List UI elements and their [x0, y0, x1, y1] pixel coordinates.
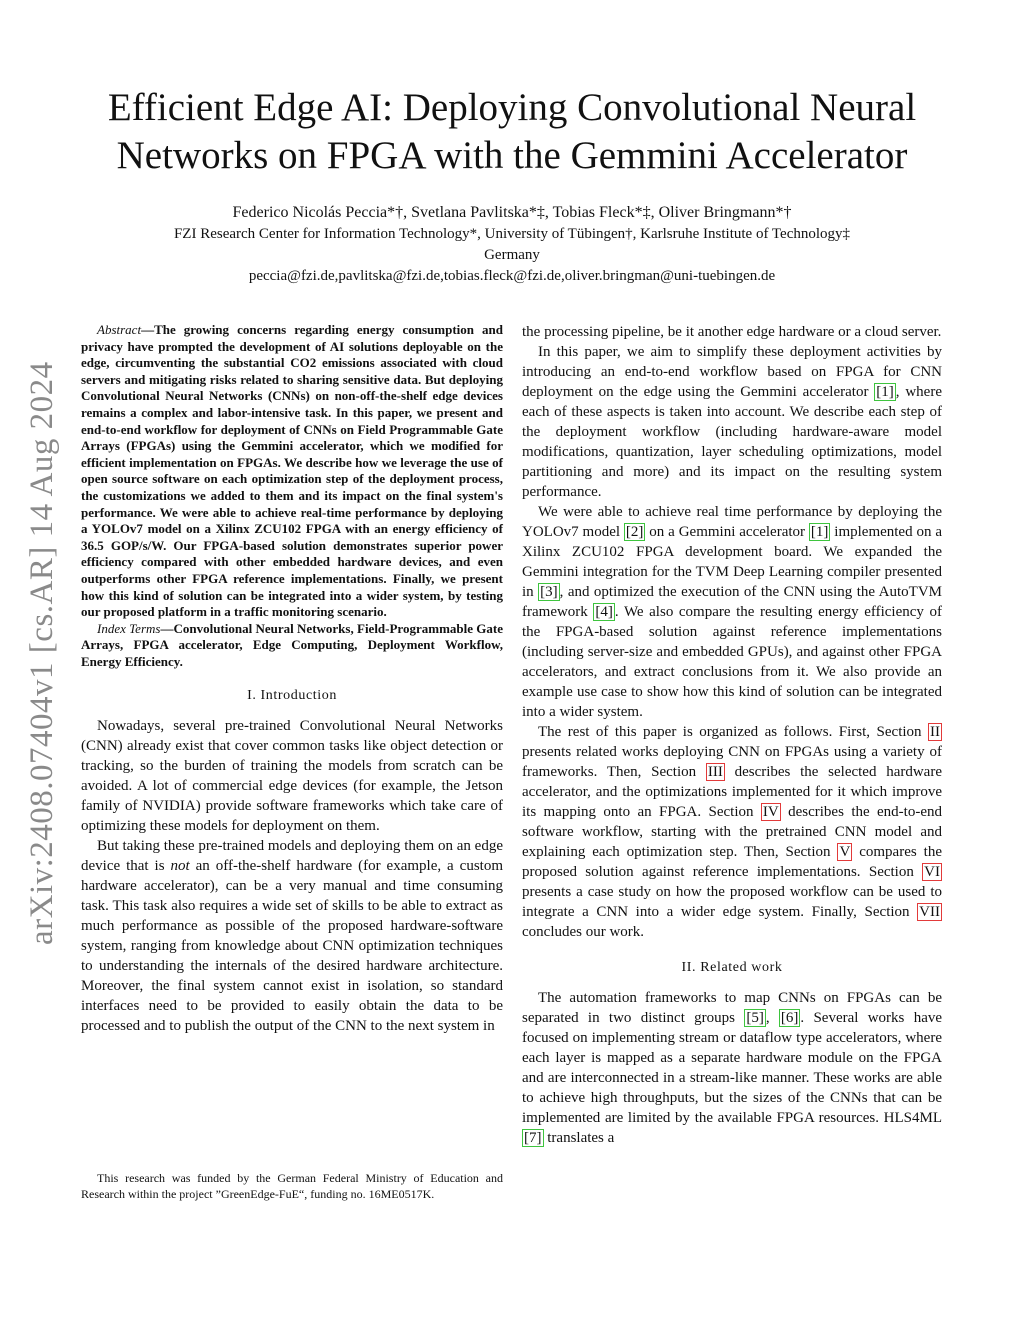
citation-link[interactable]: [4]: [595, 604, 613, 620]
index-terms-text: —Convolutional Neural Networks, Field-Programmable Gate Arrays, FPGA accelerator, Edge Computing, Deployment Workflow, Energy Efficiency.: [81, 620, 503, 669]
index-terms-label: Index Terms: [97, 620, 161, 636]
related-work-paragraph-1: The automation frameworks to map CNNs on FPGAs can be separated in two distinct groups [5] , [6] . Several works have focused on implementing stream or dataflow type accelerators, where each layer is mapped as a separate hardware module on the FPGA and are interconnected in a stream-like manner. These works are able to achieve high throughputs, but the sizes of the CNNs that can be implemented are limited by the available FPGA resources. HLS4ML [7] translates a: [522, 990, 943, 1146]
citation-link[interactable]: [2]: [625, 524, 644, 540]
abstract: [81, 322, 503, 670]
funding-footnote: This research was funded by the German Federal Ministry of Education and Research within the project ”GreenEdge-FuE“, funding no. 16ME0517K.: [81, 1171, 503, 1201]
section-link[interactable]: V: [839, 844, 851, 860]
citation-link[interactable]: [1]: [876, 384, 894, 400]
country: Germany: [484, 247, 540, 263]
intro-paragraph-1: Nowadays, several pre-trained Convolutional Neural Networks (CNN) already exist that cover common tasks like object detection or tracking, so the burden of training the models from scratch can be avoided. A lot of commercial edge devices (for example, the Jetson family of NVIDIA) provide software frameworks which take care of optimizing these models for deployment on them.: [81, 718, 503, 835]
section-link[interactable]: IV: [762, 804, 779, 820]
right-column: [522, 322, 942, 1148]
introduction-body: [81, 716, 503, 1036]
section-link[interactable]: II: [930, 724, 940, 740]
title-line-2: Networks on FPGA with the Gemmini Accelerator: [116, 134, 908, 177]
section-link[interactable]: VI: [924, 864, 940, 880]
affiliations: FZI Research Center for Information Technology*, University of Tübingen†, Karlsruhe Institute of Technology‡: [173, 226, 851, 242]
left-column: [81, 322, 503, 1036]
section-heading-related-work: II. Related work: [681, 960, 783, 975]
author-list: Federico Nicolás Peccia*†, Svetlana Pavlitska*‡, Tobias Fleck*‡, Oliver Bringmann*†: [232, 204, 792, 221]
intro-paragraph-3: In this paper, we aim to simplify these deployment activities by introducing an end-to-end workflow based on FPGA for CNN deployment on the edge using the Gemmini accelerator [1] , where each of these aspects is taken into account. We describe each step of the deployment workflow (including hardware-aware model modifications, quantization, layer scheduling optimizations, model partitioning and more) and its impact on the resulting system performance.: [522, 344, 942, 500]
emphasis-not: not: [170, 858, 190, 875]
paper-title: [60, 84, 964, 180]
intro-paragraph-2-continued: the processing pipeline, be it another edge hardware or a cloud server.: [522, 324, 942, 340]
citation-link[interactable]: [7]: [524, 1130, 542, 1146]
abstract-label: Abstract: [97, 322, 142, 337]
citation-link[interactable]: [1]: [810, 524, 829, 540]
section-link[interactable]: VII: [919, 904, 940, 920]
intro-paragraph-5: The rest of this paper is organized as follows. First, Section II presents related works deploying CNN on FPGAs using a variety of frameworks. Then, Section III describes the selected hardware accelerator, and the optimizations implemented for it which improve its mapping onto an FPGA. Section IV describes the end-to-end software workflow, starting with the pretrained CNN model and explaining each optimization step. Then, Section V compares the proposed solution against reference implementations. Section VI presents a case study on how the proposed workflow can be used to integrate a CNN into a wider edge system. Finally, Section VII concludes our work.: [522, 724, 942, 940]
citation-link[interactable]: [3]: [540, 584, 558, 600]
section-heading-introduction: I. Introduction: [247, 688, 337, 704]
abstract-text: —The growing concerns regarding energy consumption and privacy have prompted the development of AI solutions deployable on the edge, circumventing the substantial CO2 emissions associated with cloud servers and mitigating risks related to sharing sensitive data. But deploying Convolutional Neural Networks (CNNs) on non-off-the-shelf edge devices remains a complex and labor-intensive task. In this paper, we present and end-to-end workflow for deployment of CNNs on Field Programmable Gate Arrays (FPGAs) using the Gemmini accelerator, which we modified for efficient implementation on FPGAs. We describe how we leverage the use of open source software on each optimization step of the deployment process, the customizations we added to them and its impact on the final system's performance. We were able to achieve real-time performance by deploying a YOLOv7 model on a Xilinx ZCU102 FPGA with an energy efficiency of 36.5 GOP/s/W. Our FPGA-based solution demonstrates superior power efficiency compared with other embedded hardware devices, and even outperforms other FPGA reference implementations. Finally, we present how this kind of solution can be integrated into a wider system, by testing our proposed platform in a traffic monitoring scenario.: [81, 322, 503, 620]
author-emails: peccia@fzi.de,pavlitska@fzi.de,tobias.fleck@fzi.de,oliver.bringman@uni-tuebingen.de: [248, 268, 776, 284]
intro-paragraph-4: We were able to achieve real time performance by deploying the YOLOv7 model [2] on a Gemmini accelerator [1] implemented on a Xilinx ZCU102 FPGA development board. We expanded the Gemmini integration for the TVM Deep Learning compiler presented in [3] , and optimized the execution of the CNN using the AutoTVM framework [4] . We also compare the resulting energy efficiency of the FPGA-based solution against reference implementations (including server-size and embedded GPUs), and against other FPGA accelerators, and extract conclusions from it. We also provide an example use case to show how this kind of solution can be integrated into a wider system.: [522, 504, 943, 720]
citation-link[interactable]: [6]: [780, 1010, 799, 1026]
arxiv-identifier: arXiv:2408.07404v1 [cs.AR] 14 Aug 2024: [24, 361, 60, 945]
title-line-1: Efficient Edge AI: Deploying Convolutional Neural: [107, 86, 917, 129]
intro-paragraph-2: But taking these pre-trained models and deploying them on an edge device that is not an off-the-shelf hardware (for example, a custom hardware accelerator), can be a very manual and time consuming task. This task also requires a wide set of skills to be able to extract as much performance as possible of the proposed hardware-software system, ranging from knowledge about CNN optimization techniques to understanding the internals of the desired hardware architecture. Moreover, the final system cannot exist in isolation, so standard interfaces need to be provided to easily obtain the data to be processed and to publish the output of the CNN to the next system in: [81, 838, 503, 1035]
section-link[interactable]: III: [707, 764, 723, 780]
citation-link[interactable]: [5]: [746, 1010, 764, 1026]
